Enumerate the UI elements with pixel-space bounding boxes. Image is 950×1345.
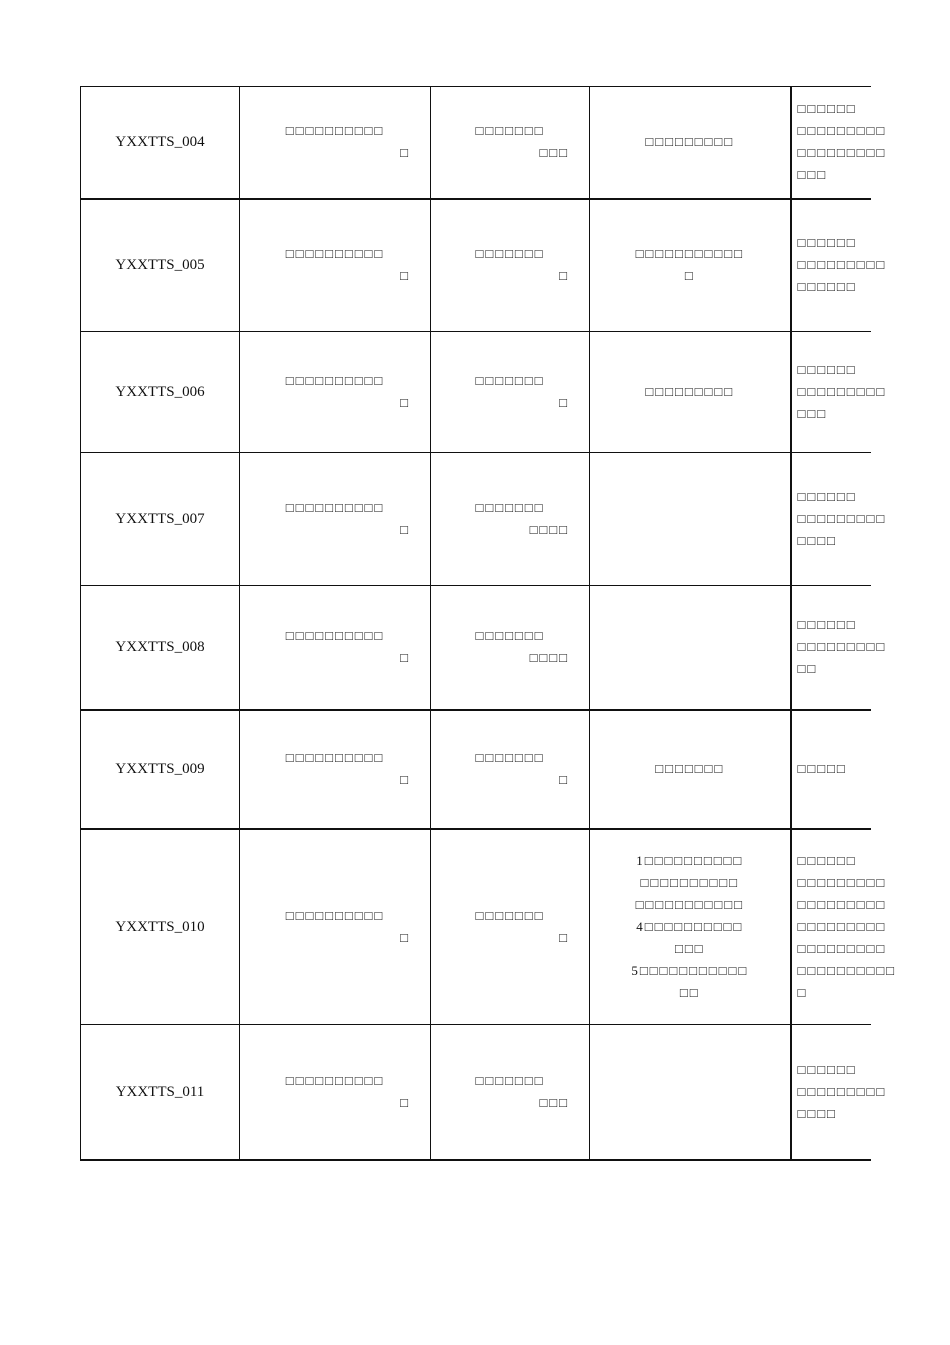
cell-text-line: □□□: [797, 167, 828, 183]
cell-text-line: □: [559, 929, 569, 945]
cell-c2: [240, 710, 431, 829]
cell-text-line: □: [797, 984, 808, 1000]
cell-c5: [791, 453, 887, 586]
table-body: [81, 87, 897, 1160]
cell-text-line: □□□□□□: [797, 362, 857, 377]
cell-text-line: □: [559, 395, 569, 410]
cell-c4: [590, 332, 791, 453]
cell-text-line: □□□□□□□: [475, 750, 545, 765]
cell-text-line: □□□□□□□□□□: [640, 874, 740, 890]
row-id-cell: YXXTTS_010: [81, 829, 240, 1025]
cell-c3: [431, 87, 590, 199]
cell-c4: [590, 710, 791, 829]
cell-text-line: □□: [797, 661, 818, 677]
cell-text-line: □□□□□: [797, 761, 847, 776]
table-row: [81, 829, 871, 1025]
cell-c4: [590, 199, 791, 332]
cell-text-line: □□□□□□□□□: [797, 511, 887, 526]
cell-c2: [240, 829, 431, 1025]
cell-text-line: □□□□: [797, 1105, 837, 1121]
cell-text-line: □□□□□□: [797, 852, 857, 868]
cell-text-line: □□□□□□: [797, 235, 857, 251]
cell-c3: [431, 332, 590, 453]
cell-c4: [590, 87, 791, 199]
cell-text-line: □□□□□□□□□: [797, 257, 887, 273]
cell-text-line: □□□□□□□: [475, 907, 545, 923]
cell-text-line: □□□□□□□□□□: [285, 1072, 385, 1088]
cell-text-line: □□□□□□□□□: [797, 1083, 887, 1099]
cell-text-line: □□□□□□□□□: [645, 134, 735, 150]
cell-c5: [791, 586, 887, 710]
row-id-cell: YXXTTS_006: [81, 332, 240, 453]
cell-text-line: □□□□□□□: [475, 373, 545, 388]
cell-c3: [431, 199, 590, 332]
cell-text-line: □□□□□□□□□: [797, 918, 887, 934]
cell-c4: [590, 1025, 791, 1160]
cell-text-line: □□□□□□□□□: [645, 384, 735, 399]
cell-c3: [431, 710, 590, 829]
cell-text-line: □□□□: [529, 522, 569, 537]
cell-text-line: □□□□□□□□□: [797, 384, 887, 399]
cell-c3: [431, 586, 590, 710]
cell-text-line: □□□□□□□□□: [797, 940, 887, 956]
cell-text-line: □□□□□□□□□: [797, 145, 887, 161]
cell-text-line: □□□□□□□□□□: [285, 628, 385, 644]
cell-text-line: □□□□□□□: [655, 761, 725, 776]
cell-c4: [590, 829, 791, 1025]
cell-text-line: □□□□□□: [797, 279, 857, 295]
cell-text-line: □: [684, 268, 695, 284]
row-id-cell: YXXTTS_004: [81, 87, 240, 199]
cell-c2: [240, 1025, 431, 1160]
cell-text-line: □□□□□□□: [475, 123, 545, 139]
cell-c2: [240, 586, 431, 710]
cell-text-line: □□□□□□□: [475, 500, 545, 515]
row-id-cell: YXXTTS_011: [81, 1025, 240, 1160]
cell-text-line: □□□□□□: [797, 1061, 857, 1077]
cell-text-line: □□□□□□: [797, 617, 857, 633]
cell-text-line: □□□□: [529, 650, 569, 666]
cell-text-line: □□□□□□□: [475, 628, 545, 644]
cell-c2: [240, 453, 431, 586]
table-row: [81, 586, 871, 710]
cell-text-line: □□□□□□□□□□: [797, 962, 897, 978]
cell-text-line: □□: [679, 984, 700, 1000]
cell-text-line: □: [400, 395, 410, 410]
cell-text-line: □: [400, 268, 410, 284]
table-row: [81, 1025, 871, 1160]
cell-text-line: □: [559, 268, 569, 284]
cell-text-line: 5□□□□□□□□□□□: [631, 962, 749, 978]
cell-c5: [791, 1025, 887, 1160]
cell-c5: [791, 710, 871, 829]
cell-text-line: □□□: [674, 940, 705, 956]
cell-c2: [240, 87, 431, 199]
cell-c5: [791, 199, 887, 332]
cell-text-line: □□□□□□□□□: [797, 639, 887, 655]
table-row: [81, 87, 871, 199]
cell-c5: [791, 87, 887, 199]
cell-text-line: □□□□□□□□□: [797, 123, 887, 139]
cell-c5: [791, 332, 887, 453]
cell-text-line: 1□□□□□□□□□□: [636, 852, 744, 868]
cell-text-line: □: [400, 522, 410, 537]
cell-text-line: 4□□□□□□□□□□: [636, 918, 744, 934]
cell-c3: [431, 453, 590, 586]
cell-text-line: □: [400, 929, 410, 945]
cell-text-line: □: [400, 1094, 410, 1110]
cell-text-line: □: [559, 772, 569, 787]
cell-c4: [590, 453, 791, 586]
data-sheet: [80, 86, 897, 1161]
row-id-cell: YXXTTS_005: [81, 199, 240, 332]
cell-c3: [431, 1025, 590, 1160]
cell-text-line: □□□: [539, 145, 569, 161]
cell-text-line: □□□□□□□□□□: [285, 123, 385, 139]
row-id-cell: YXXTTS_008: [81, 586, 240, 710]
cell-text-line: □: [400, 145, 410, 161]
cell-text-line: □□□□□□□□□: [797, 896, 887, 912]
cell-text-line: □□□□□□□□□□: [285, 373, 385, 388]
cell-text-line: □□□□□□□□□□□: [635, 246, 744, 262]
cell-text-line: □□□□□□: [797, 101, 857, 117]
table-row: [81, 199, 871, 332]
cell-text-line: □□□□□□□□□: [797, 874, 887, 890]
cell-text-line: □: [400, 772, 410, 787]
cell-text-line: □: [400, 650, 410, 666]
cell-c2: [240, 332, 431, 453]
data-table: [80, 86, 897, 1161]
cell-text-line: □□□□□□□□□□: [285, 750, 385, 765]
cell-text-line: □□□□□□: [797, 489, 857, 504]
row-id-cell: YXXTTS_009: [81, 710, 240, 829]
cell-text-line: □□□□□□□□□□□: [635, 896, 744, 912]
row-id-cell: YXXTTS_007: [81, 453, 240, 586]
cell-c3: [431, 829, 590, 1025]
cell-c5: [791, 829, 897, 1025]
cell-text-line: □□□□□□□□□□: [285, 246, 385, 262]
cell-text-line: □□□□□□□□□□: [285, 500, 385, 515]
cell-text-line: □□□: [797, 406, 828, 421]
table-row: [81, 332, 871, 453]
table-row: [81, 453, 871, 586]
cell-text-line: □□□□□□□□□□: [285, 907, 385, 923]
cell-c2: [240, 199, 431, 332]
cell-text-line: □□□□□□□: [475, 246, 545, 262]
cell-text-line: □□□□□□□: [475, 1072, 545, 1088]
cell-text-line: □□□: [539, 1094, 569, 1110]
table-row: [81, 710, 871, 829]
cell-text-line: □□□□: [797, 533, 837, 548]
cell-c4: [590, 586, 791, 710]
